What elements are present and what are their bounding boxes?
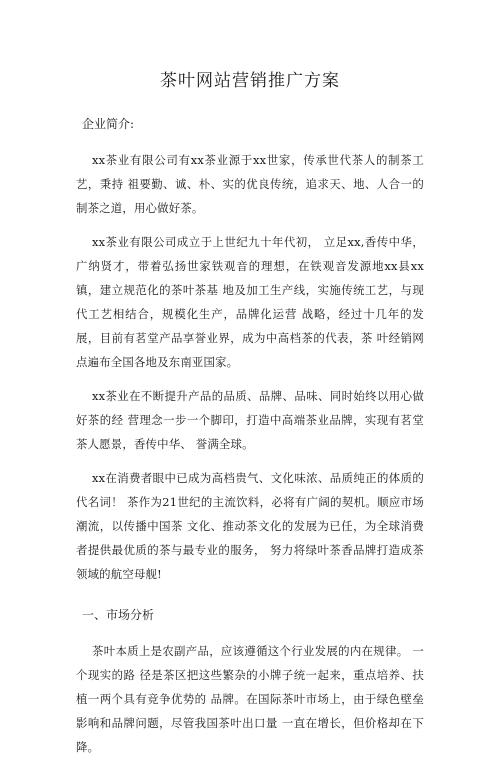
paragraph-company-4: xx在消费者眼中已成为高档贵气、文化味浓、品质纯正的体质的代名词！ 茶作为21世纪的主流饮料，必将有广阔的契机。顺应市场潮流，以传播中国茶 文化、推动茶文化的发展为已任，为全球消费者提供最优质的茶与最专业的服务， 努力将绿叶茶香品牌打造成茶领域的航空母舰! — [76, 471, 424, 581]
paragraph-company-3: xx茶业在不断提升产品的品质、品牌、品味、同时始终以用心做好茶的经 营理念一步一个脚印，打造中高端茶业品牌，实现有茗堂茶人愿景，香传中华、 誉满全球。 — [76, 389, 424, 451]
section-heading-company: 企业简介: — [82, 117, 135, 131]
section-heading-market: 一、市场分析 — [82, 608, 155, 622]
paragraph-company-1: xx茶业有限公司有xx茶业源于xx世家，传承世代茶人的制茶工艺，秉持 祖要勤、诚、朴、实的优良传统，追求天、地、人合一的制茶之道，用心做好茶。 — [76, 153, 424, 215]
paragraph-company-2: xx茶业有限公司成立于上世纪九十年代初， 立足xx,香传中华，广纳贤才，带着弘扬世家铁观音的理想，在铁观音发源地xx县xx镇，建立规范化的茶叶茶基 地及加工生产线，实施传统工艺，与现代工艺相结合，规模化生产，品牌化运营 战略，经过十几年的发展，目前有茗堂产品享誉业界，成为中高档茶的代表，茶 叶经销网点遍布全国各地及东南亚国家。 — [76, 235, 424, 369]
paragraph-market-1: 茶叶本质上是农副产品，应该遵循这个行业发展的内在规律。 一个现实的路 径是茶区把这些繁杂的小牌子统一起来，重点培养、扶植一两个具有竞争优势的 品牌。在国际茶叶市场上，由于绿色壁垒影响和品牌问题，尽管我国茶叶出口量 一直在增长，但价格却在下降。 — [76, 644, 424, 754]
document-title: 茶叶网站营销推广方案 — [160, 71, 340, 91]
